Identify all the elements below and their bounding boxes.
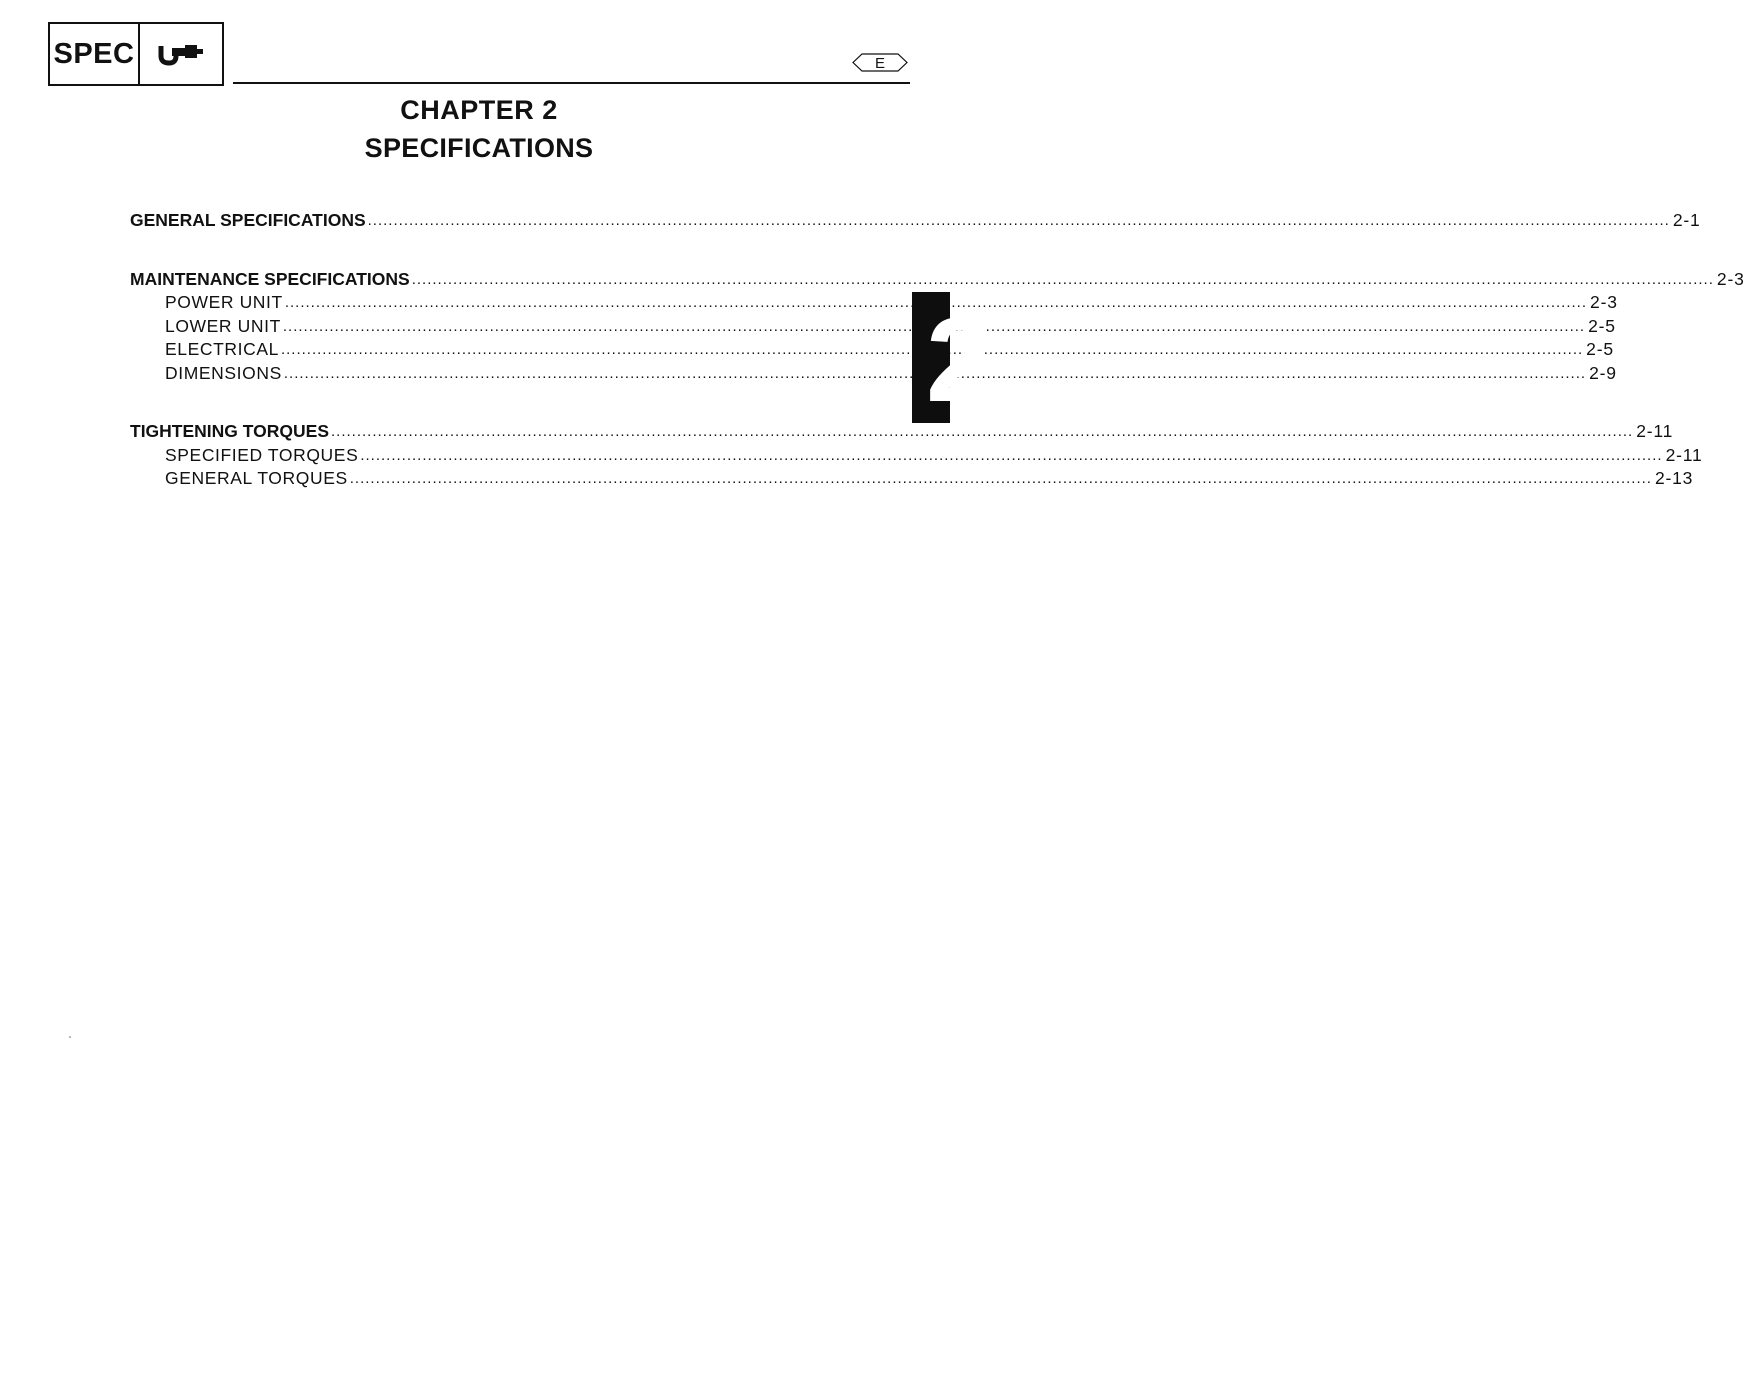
toc-subentry-general-torques[interactable] bbox=[130, 467, 1694, 491]
toc-subentry-label: LOWER UNIT bbox=[165, 315, 281, 336]
chapter-title: CHAPTER 2 bbox=[400, 95, 558, 125]
toc-subentry-power-unit[interactable] bbox=[130, 291, 1618, 315]
language-badge-label: E bbox=[874, 55, 886, 72]
toc-entry-label: MAINTENANCE SPECIFICATIONS bbox=[130, 268, 410, 289]
table-of-contents bbox=[130, 209, 1745, 491]
toc-subentry-page: 2-9 bbox=[1589, 362, 1617, 383]
toc-subentry-electrical[interactable] bbox=[130, 338, 1614, 362]
toc-entry-maintenance-specifications[interactable] bbox=[130, 268, 1745, 292]
toc-entry-general-specifications[interactable] bbox=[130, 209, 1701, 233]
toc-subentry-specified-torques[interactable] bbox=[130, 444, 1703, 468]
toc-subentry-page: 2-5 bbox=[1588, 315, 1616, 336]
toc-entry-page: 2-11 bbox=[1636, 421, 1674, 441]
dot-leader bbox=[360, 443, 1662, 468]
toc-group bbox=[130, 268, 1745, 386]
chapter-side-tab-label: 2 bbox=[926, 293, 993, 427]
toc-entry-label: GENERAL SPECIFICATIONS bbox=[130, 210, 366, 230]
toc-subentry-page: 2-11 bbox=[1665, 444, 1703, 465]
toc-subentry-label: ELECTRICAL bbox=[165, 339, 279, 359]
toc-entry-label: TIGHTENING TORQUES bbox=[130, 421, 329, 441]
toc-subentry-lower-unit[interactable] bbox=[130, 315, 1616, 339]
language-badge bbox=[852, 53, 908, 72]
dot-leader bbox=[350, 466, 1652, 491]
dot-leader bbox=[412, 267, 1714, 292]
toc-subentry-label: DIMENSIONS bbox=[165, 362, 282, 383]
toc-entry-page: 2-3 bbox=[1716, 268, 1745, 289]
toc-group bbox=[130, 209, 1701, 233]
toc-entry-tightening-torques[interactable] bbox=[130, 420, 1674, 444]
chapter-subtitle: SPECIFICATIONS bbox=[364, 133, 594, 163]
toc-subentry-label: GENERAL TORQUES bbox=[165, 468, 348, 488]
toc-group bbox=[130, 420, 1703, 491]
toc-subentry-page: 2-3 bbox=[1590, 292, 1618, 312]
section-header-box bbox=[48, 22, 224, 86]
section-label: SPEC bbox=[50, 24, 140, 84]
chapter-side-tab bbox=[912, 292, 993, 427]
toc-subentry-dimensions[interactable] bbox=[130, 362, 1617, 386]
dot-leader bbox=[368, 208, 1670, 233]
toc-subentry-label: SPECIFIED TORQUES bbox=[165, 444, 359, 465]
scan-speck bbox=[68, 1035, 72, 1039]
header-rule bbox=[233, 82, 910, 84]
micrometer-icon bbox=[140, 24, 222, 84]
toc-subentry-label: POWER UNIT bbox=[165, 292, 283, 312]
toc-subentry-page: 2-13 bbox=[1654, 468, 1694, 488]
toc-subentry-page: 2-5 bbox=[1586, 339, 1614, 359]
toc-entry-page: 2-1 bbox=[1672, 210, 1701, 230]
